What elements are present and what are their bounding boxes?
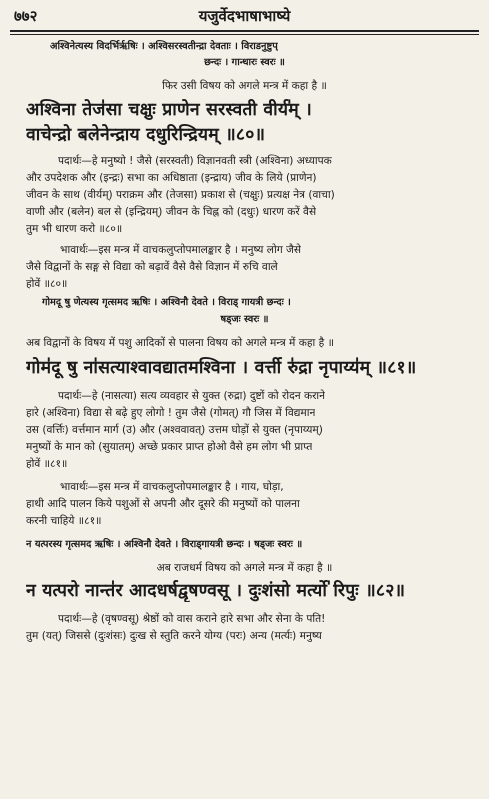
mantra-81: गोम॑दू षु ना॑सत्याश्वावद्यातमश्विना । वर्त्ती रु॑द्रा नृपाय्य॑म् ॥८१॥ (26, 358, 417, 378)
svara-line: षड्जः स्वरः ॥ (220, 314, 269, 325)
padartha-82-line: तुम (यत्) जिससे (दुःशंसः) दुःख से स्तुति करने योग्य (परः) अन्य (मर्त्यः) मनुष्य (26, 630, 322, 642)
page-header (14, 6, 475, 28)
padartha-80-line: तुम भी धारण करो ॥८०॥ (26, 223, 123, 235)
topic-intro: फिर उसी विषय को अगले मन्त्र में कहा है ॥ (162, 80, 327, 92)
padartha-82-line: पदार्थः—हे (वृषण्वसू) श्रेष्ठों को वास कराने हारे सभा और सेना के पति! (58, 613, 326, 625)
rishi-devata-line: अश्विनेत्यस्य विदर्भिर्ऋषिः । अश्विसरस्वतीन्द्रा देवताः । विराडनुष्टुप् (50, 41, 278, 52)
topic-intro: अब विद्वानों के विषय में पशु आदिकों से पालना विषय को अगले मन्त्र में कहा है ॥ (26, 337, 334, 349)
bhavartha-81-line: करनी चाहिये ॥८१॥ (26, 515, 102, 527)
bhavartha-80-line: जैसे विद्वानों के सङ्ग से विद्या को बढ़ावें वैसे वैसे विज्ञान में रुचि वाले (26, 261, 278, 273)
padartha-80-line: वाणी और (बलेन) बल से (इन्द्रियम्) जीवन के चिह्न को (दधुः) धारण करें वैसे (26, 206, 317, 218)
mantra-80-line-2: वाचेन्द्रो बलेनेन्द्राय दधुरिन्द्रियम् ॥८०॥ (26, 125, 266, 145)
book-title: यजुर्वेदभाषाभाष्ये (198, 7, 291, 25)
bhavartha-80-line: होवें ॥८०॥ (26, 278, 68, 290)
header-rule (10, 30, 479, 32)
chhanda-svara-line: छन्दः । गान्धारः स्वरः ॥ (204, 57, 285, 68)
topic-intro: अब राजधर्म विषय को अगले मन्त्र में कहा है ॥ (156, 562, 333, 574)
bhavartha-80-line: भावार्थः—इस मन्त्र में वाचकलुप्तोपमालङ्कार है । मनुष्य लोग जैसे (60, 244, 302, 256)
padartha-81-line: हारे (अश्विना) विद्या से बढ़े हुए लोगो ! तुम जैसे (गोमत्) गौ जिस में विद्यमान (26, 407, 316, 419)
header-rule-thin (10, 34, 479, 35)
padartha-81-line: होवें ॥८१॥ (26, 458, 68, 470)
page-number: ७७२ (14, 7, 38, 25)
padartha-80-line: और उपदेशक और (इन्द्रः) सभा का अधिष्ठाता (इन्द्राय) जीव के लिये (प्राणेन) (26, 172, 317, 184)
bhavartha-81-line: भावार्थः—इस मन्त्र में वाचकलुप्तोपमालङ्कार है । गाय, घोड़ा, (60, 481, 284, 493)
rishi-devata-line: गोमदू षु णेत्यस्य गृत्समद ऋषिः । अश्विनौ देवते । विराड् गायत्री छन्दः । (42, 297, 291, 308)
padartha-80-line: पदार्थः—हे मनुष्यो ! जैसे (सरस्वती) विज्ञानवती स्त्री (अश्विना) अध्यापक (58, 155, 332, 167)
rishi-devata-line: न यत्परस्य गृत्समद ऋषिः । अश्विनौ देवते । विराड्गायत्री छन्दः । षड्जः स्वरः ॥ (26, 539, 303, 550)
padartha-80-line: जीवन के साथ (वीर्यम्) पराक्रम और (तेजसा) प्रकाश से (चक्षुः) प्रत्यक्ष नेत्र (वाचा) (26, 189, 335, 201)
mantra-82: न यत्परो नान्त॑र आदधर्षद्वृषण्वसू । दुःशंसो मर्त्यो॑ रिपुः ॥८२॥ (26, 581, 406, 601)
padartha-81-line: उस (वर्त्तिः) वर्त्तमान मार्ग (उ) और (अश्ववावत्) उत्तम घोड़ों से युक्त (नृपाय्यम्) (26, 424, 323, 436)
padartha-81-line: मनुष्यों के मान को (सुयातम्) अच्छे प्रकार प्राप्त होओ वैसे हम लोग भी प्राप्त (26, 441, 313, 453)
padartha-81-line: पदार्थः—हे (नासत्या) सत्य व्यवहार से युक्त (रुद्रा) दुष्टों को रोदन कराने (58, 390, 326, 402)
mantra-80-line-1: अश्विना तेज॑सा चक्षुः प्राणेन सरस्वती वीर्य॑म् । (26, 100, 312, 120)
bhavartha-81-line: हाथी आदि पालन किये पशुओं से अपनी और दूसरे की मनुष्यों को पालना (26, 498, 300, 510)
